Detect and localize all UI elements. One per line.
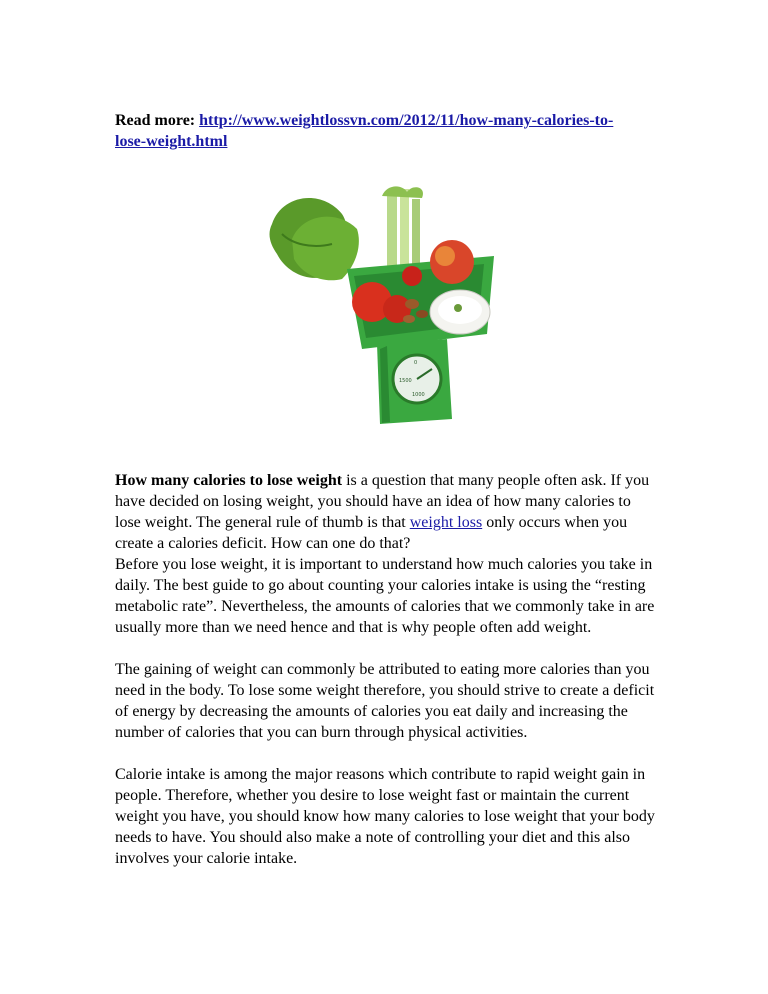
read-more-line <box>115 110 655 152</box>
vegetables-on-scale-image <box>262 184 500 426</box>
celery-icon <box>387 194 397 269</box>
weight-loss-link[interactable]: weight loss <box>409 514 483 531</box>
source-link[interactable]: http://www.weightlossvn.com/2012/11/how-many-calories-to- lose-weight.html <box>115 112 614 150</box>
paragraph-2: Before you lose weight, it is important to understand how much calories you take in daily. The best guide to go about counting your calories intake is using the “resting metabolic rate”. Nevertheless, the amounts of calories that we commonly take in are usually more than we need hence and that is why people often add weight. <box>115 556 655 636</box>
paragraph-1: How many calories to lose weight is a question that many people often ask. If you have decided on losing weight, you should have an idea of how many calories to lose weight. The general rule of thumb is that weight loss only occurs when you create a calories deficit. How can one do that? <box>115 472 650 552</box>
paragraph-1-bold: How many calories to lose weight <box>115 472 343 489</box>
read-more-label: Read more: <box>115 112 196 129</box>
paragraph-4: Calorie intake is among the major reasons which contribute to rapid weight gain in people. Therefore, whether you desire to lose weight fast or maintain the current weight you have, you should know how many calories to lose weight that your body needs to have. You should also make a note of controlling your diet and this also involves your calorie intake. <box>115 766 655 867</box>
almond-icon <box>405 299 419 309</box>
article-body <box>115 470 660 890</box>
paragraph-3: The gaining of weight can commonly be attributed to eating more calories than you need in the body. To lose some weight therefore, you should strive to create a deficit of energy by decreasing the amounts of calories you eat daily and increasing the number of calories that you can burn through physical activities. <box>115 661 655 741</box>
scale-illustration <box>262 184 500 426</box>
dial-label: 0 <box>414 360 418 366</box>
dial-label: 1500 <box>399 378 412 384</box>
dial-label: 1000 <box>412 392 425 398</box>
strawberry-icon <box>402 266 422 286</box>
